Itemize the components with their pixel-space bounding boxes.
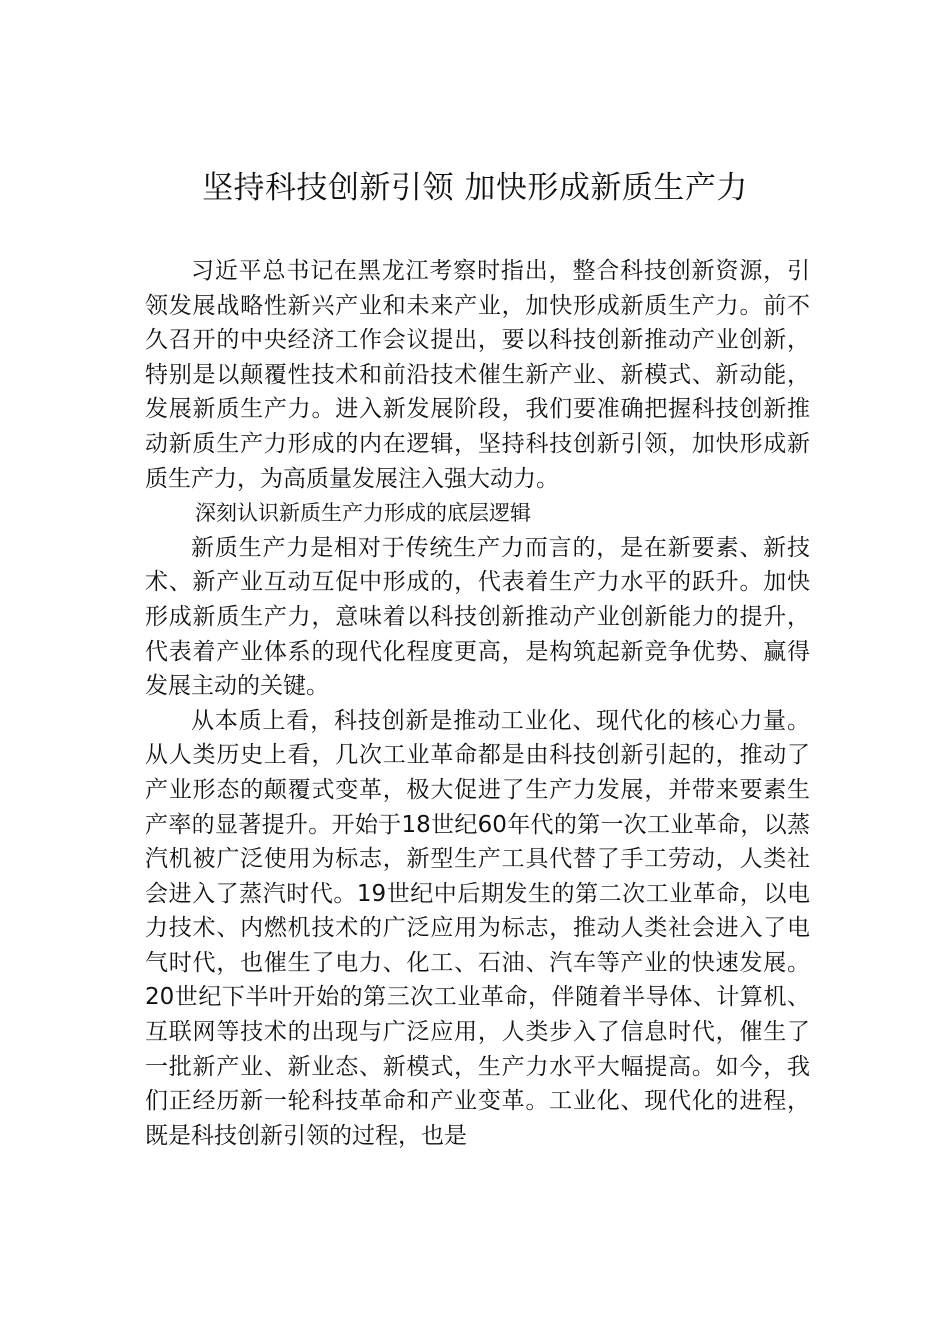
- section-heading: 深刻认识新质生产力形成的底层逻辑: [195, 501, 531, 526]
- section-paragraph-2: 从本质上看，科技创新是推动工业化、现代化的核心力量。从人类历史上看，几次工业革命都是由科技创新引起的，推动了产业形态的颠覆式变革，极大促进了生产力发展，并带来要素生产率的显著提升。开始于18世纪60年代的第一次工业革命，以蒸汽机被广泛使用为标志，新型生产工具代替了手工劳动，人类社会进入了蒸汽时代。19世纪中后期发生的第二次工业革命，以电力技术、内燃机技术的广泛应用为标志，推动人类社会进入了电气时代，也催生了电力、化工、石油、汽车等产业的快速发展。20世纪下半叶开始的第三次工业革命，伴随着半导体、计算机、互联网等技术的出现与广泛应用，人类步入了信息时代，催生了一批新产业、新业态、新模式，生产力水平大幅提高。如今，我们正经历新一轮科技革命和产业变革。工业化、现代化的进程，既是科技创新引领的过程，也是: [145, 707, 810, 1149]
- section-paragraph-1: 新质生产力是相对于传统生产力而言的，是在新要素、新技术、新产业互动互促中形成的，代表着生产力水平的跃升。加快形成新质生产力，意味着以科技创新推动产业创新能力的提升，代表着产业体系的现代化程度更高，是构筑起新竞争优势、赢得发展主动的关键。: [145, 534, 810, 700]
- intro-paragraph: 习近平总书记在黑龙江考察时指出，整合科技创新资源，引领发展战略性新兴产业和未来产业，加快形成新质生产力。前不久召开的中央经济工作会议提出，要以科技创新推动产业创新，特别是以颠覆性技术和前沿技术催生新产业、新模式、新动能，发展新质生产力。进入新发展阶段，我们要准确把握科技创新推动新质生产力形成的内在逻辑，坚持科技创新引领，加快形成新质生产力，为高质量发展注入强大动力。: [145, 258, 810, 492]
- document-body: [145, 254, 810, 1153]
- document-title: 坚持科技创新引领 加快形成新质生产力: [202, 170, 748, 206]
